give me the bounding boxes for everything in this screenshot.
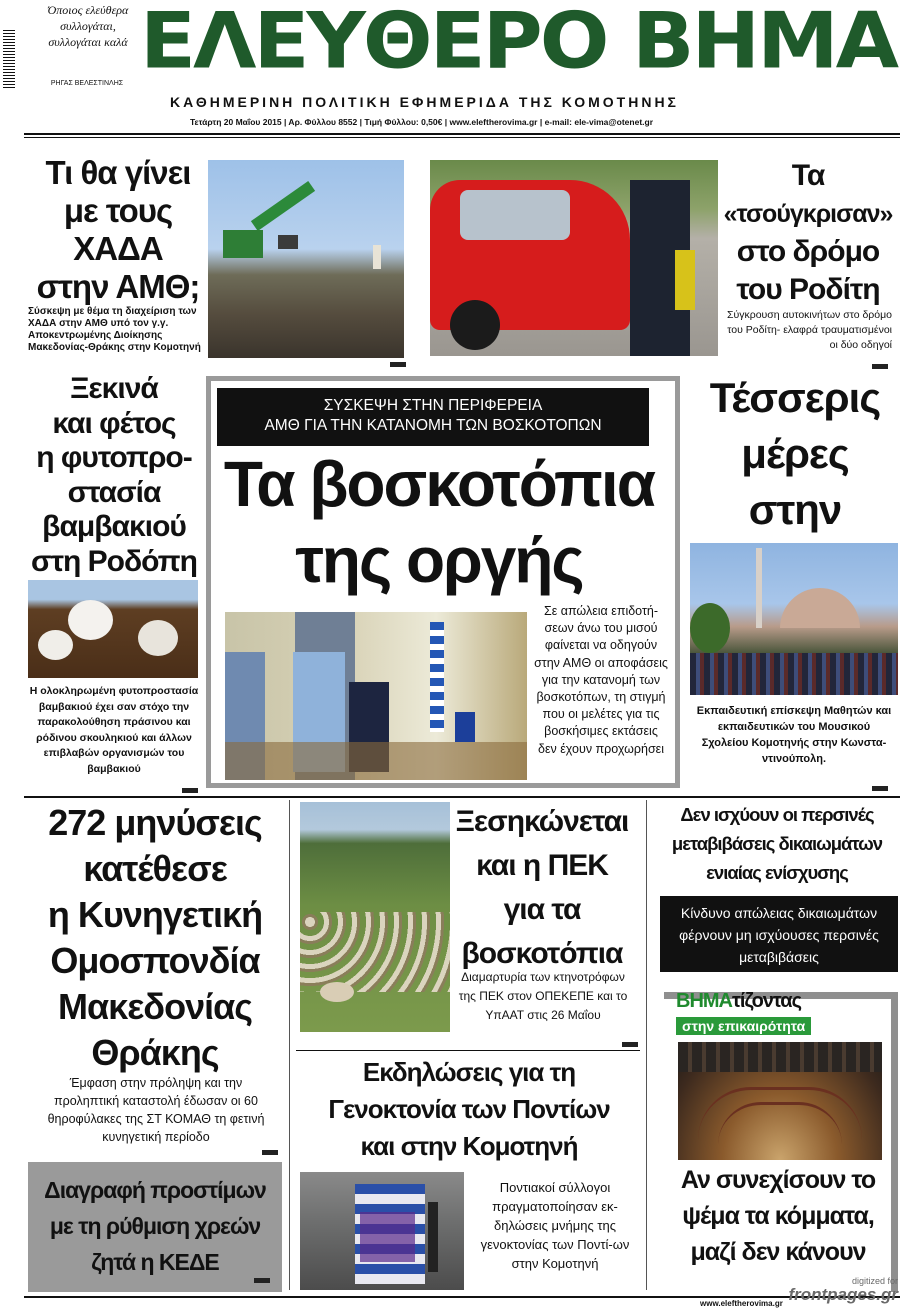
- headline-line: με τους: [63, 192, 173, 229]
- story-entitlements-headline: [654, 800, 900, 887]
- story-kede-headline: [28, 1172, 282, 1280]
- masthead-info-line: Τετάρτη 20 Μαΐου 2015 | Αρ. Φύλλου 8552 | Τιμή Φύλλου: 0,50€ | www.eleftherovima.gr | e-mail: ele-vima@otenet.gr: [190, 117, 654, 127]
- headline-line: Δεν ισχύουν οι περσινές: [680, 804, 874, 825]
- story-hunting-body: Έμφαση στην πρόληψη και την προληπτική καταστολή έδωσαν οι 60 θηροφύλακες της ΣΤ ΚΟΜΑΘ τη φετινή κυνηγετική περίοδο: [47, 1076, 265, 1144]
- barcode: [3, 30, 15, 90]
- end-mark: [390, 362, 406, 367]
- headline-line: και στην Κομοτηνή: [360, 1131, 578, 1161]
- column-divider: [646, 800, 647, 1290]
- masthead-title: ΕΛΕΥΘΕΡΟ ΒΗΜΑ: [140, 0, 897, 87]
- story-crash-caption: Σύγκρουση αυτοκινήτων στο δρόμο του Ροδίτη- ελαφρά τραυματισμένοι οι δύο οδηγοί: [727, 309, 892, 351]
- headline-line: ζητά η ΚΕΔΕ: [91, 1249, 219, 1275]
- brand-part2: τίζοντας: [732, 990, 801, 1012]
- masthead-quote: Όποιος ελεύθερα συλλογάται, συλλογάται καλά: [47, 3, 129, 49]
- headline-line: και η ΠΕΚ: [476, 849, 608, 882]
- headline-line: «τσούγκρισαν»: [723, 200, 893, 228]
- headline-line: ενιαίας ενίσχυσης: [706, 862, 848, 883]
- story-istanbul-caption: Εκπαιδευτική επίσκεψη Μαθητών και εκπαιδευτικών του Μουσικού Σχολείου Κομοτηνής στην Κωνστα-ντινούπολη.: [696, 705, 892, 765]
- headline-line: κατέθεσε: [83, 848, 227, 889]
- headline-line: στην ΑΜΘ;: [36, 268, 200, 305]
- column-vima-tagline: στην επικαιρότητα: [676, 1017, 811, 1035]
- main-story-body: [528, 603, 674, 758]
- main-story-headline: [214, 446, 664, 598]
- body-line: βοσκοτόπων, τη στιγμή: [536, 690, 666, 705]
- headline-line: βοσκοτόπια: [461, 937, 623, 970]
- hagia-sophia-photo: [690, 543, 898, 695]
- end-mark: [254, 1278, 270, 1283]
- headline-line: βαμβακιού: [42, 510, 186, 543]
- headline-line: η Κυνηγετική: [47, 894, 263, 935]
- section-rule: [24, 796, 900, 798]
- story-xada-caption: Σύσκεψη με θέμα τη διαχείριση των ΧΑΔΑ στην ΑΜΘ υπό τον γ.γ. Αποκεντρωμένης Διοίκησης Μακεδονίας-Θράκης στην Κομοτηνή: [28, 306, 201, 353]
- masthead-rule: [24, 133, 900, 135]
- masthead-subtitle: ΚΑΘΗΜΕΡΙΝΗ ΠΟΛΙΤΙΚΗ ΕΦΗΜΕΡΙΔΑ ΤΗΣ ΚΟΜΟΤΗΝΗΣ: [170, 94, 679, 110]
- end-mark: [262, 1150, 278, 1155]
- body-line: στην ΑΜΘ οι αποφάσεις: [534, 655, 668, 670]
- headline-line: ψέμα τα κόμματα,: [682, 1202, 874, 1230]
- kicker-line: ΑΜΘ ΓΙΑ ΤΗΝ ΚΑΤΑΝΟΜΗ ΤΩΝ ΒΟΣΚΟΤΟΠΩΝ: [264, 417, 602, 434]
- story-cotton-caption: Η ολοκληρωμένη φυτοπροστασία βαμβακιού έχει σαν στόχο την παρακολούθηση πράσινου και ρόδινου σκουληκιού και άλλων επιβλαβών οργανισμών του βαμβακιού: [29, 685, 199, 775]
- headline-line: Εκδηλώσεις για τη: [362, 1057, 576, 1087]
- headline-line: Τέσσερις: [709, 374, 881, 421]
- headline-line: μαζί δεν κάνουν: [690, 1238, 866, 1266]
- headline-line: μεταβιβάσεις δικαιωμάτων: [671, 833, 883, 854]
- story-pek-body: Διαμαρτυρία των κτηνοτρόφων της ΠΕΚ στον ΟΠΕΚΕΠΕ και το ΥπΑΑΤ στις 26 Μαΐου: [458, 970, 628, 1022]
- headline-line: Ομοσπονδία: [50, 940, 260, 981]
- watermark-line2: frontpages.gr: [788, 1285, 898, 1304]
- main-story-kicker: [217, 388, 649, 446]
- footer-rule: [24, 1296, 900, 1298]
- body-line: φαίνεται να οδηγούν: [544, 638, 658, 653]
- end-mark: [182, 788, 198, 793]
- headline-line: με τη ρύθμιση χρεών: [49, 1213, 261, 1239]
- body-line: για την κατανομή των: [541, 672, 661, 687]
- meeting-photo: [225, 612, 527, 780]
- headline-line: Αν συνεχίσουν το: [680, 1166, 876, 1194]
- body-line: βοσκήσιμες εκτάσεις: [544, 724, 658, 739]
- headline-line: η φυτοπρο-: [36, 441, 192, 474]
- watermark-line1: digitized for: [851, 1276, 898, 1286]
- body-line: δεν έχουν προχωρήσει: [537, 741, 665, 756]
- headline-line: στασία: [67, 475, 161, 509]
- headline-line: Μακεδονίας: [58, 986, 252, 1027]
- footer-website: www.eleftherovima.gr: [700, 1299, 783, 1308]
- kicker-line: ΣΥΣΚΕΨΗ ΣΤΗΝ ΠΕΡΙΦΕΡΕΙΑ: [323, 397, 543, 414]
- story-genocide-body: Ποντιακοί σύλλογοι πραγματοποίησαν εκ-δηλώσεις μνήμης της γενοκτονίας των Ποντί-ων στην Κομοτηνή: [480, 1180, 630, 1271]
- body-line: σεων άνω του μισού: [544, 621, 658, 636]
- masthead-quote-author: ΡΗΓΑΣ ΒΕΛΕΣΤΙΝΛΗΣ: [50, 80, 124, 87]
- parliament-photo: [678, 1042, 882, 1160]
- story-xada-headline: [28, 154, 208, 306]
- headline-line: στο δρόμο: [736, 235, 880, 268]
- story-entitlements-box: Κίνδυνο απώλειας δικαιωμάτων φέρνουν μη ισχύουσες περσινές μεταβιβάσεις: [660, 896, 898, 972]
- section-rule: [296, 1050, 640, 1051]
- story-cotton-headline: [28, 372, 200, 579]
- story-crash-headline: [722, 157, 894, 309]
- column-vima-headline: [664, 1162, 892, 1270]
- story-hunting-headline: [28, 800, 282, 1076]
- headline-line: στη Ροδόπη: [31, 544, 197, 578]
- headline-line: και φέτος: [52, 406, 176, 440]
- column-vima-brand: [676, 990, 876, 1013]
- headline-line: Θράκης: [91, 1032, 219, 1073]
- brand-part1: ΒΗΜΑ: [676, 990, 732, 1012]
- watermark: [770, 1276, 898, 1304]
- headline-line: για τα: [503, 893, 581, 926]
- headline-line: της οργής: [295, 524, 583, 596]
- story-genocide-headline: [296, 1054, 642, 1165]
- headline-line: Ξεκινά: [70, 372, 158, 405]
- headline-line: Τα βοσκοτόπια: [223, 448, 655, 520]
- story-pek-headline: [452, 800, 632, 976]
- sheep-flock-photo: [300, 802, 450, 1032]
- body-line: που οι μελέτες για τις: [542, 707, 660, 722]
- car-crash-photo: [430, 160, 718, 356]
- pontian-memorial-photo: [300, 1172, 464, 1290]
- body-line: Σε απώλεια επιδοτή-: [543, 604, 659, 618]
- headline-line: Τα: [791, 159, 825, 192]
- headline-line: Τι θα γίνει: [45, 154, 191, 191]
- landfill-excavator-photo: [208, 160, 404, 358]
- end-mark: [872, 786, 888, 791]
- headline-line: Γενοκτονία των Ποντίων: [328, 1094, 610, 1124]
- headline-line: του Ροδίτη: [736, 273, 880, 306]
- masthead-rule-2: [24, 137, 900, 138]
- headline-line: ΧΑΔΑ: [73, 230, 163, 267]
- headline-line: 272 μηνύσεις: [48, 802, 262, 843]
- end-mark: [872, 364, 888, 369]
- headline-line: Διαγραφή προστίμων: [44, 1177, 266, 1203]
- column-divider: [289, 800, 290, 1290]
- end-mark: [622, 1042, 638, 1047]
- headline-line: Ξεσηκώνεται: [455, 805, 629, 838]
- headline-line: μέρες στην: [741, 430, 849, 533]
- cotton-plant-photo: [28, 580, 198, 678]
